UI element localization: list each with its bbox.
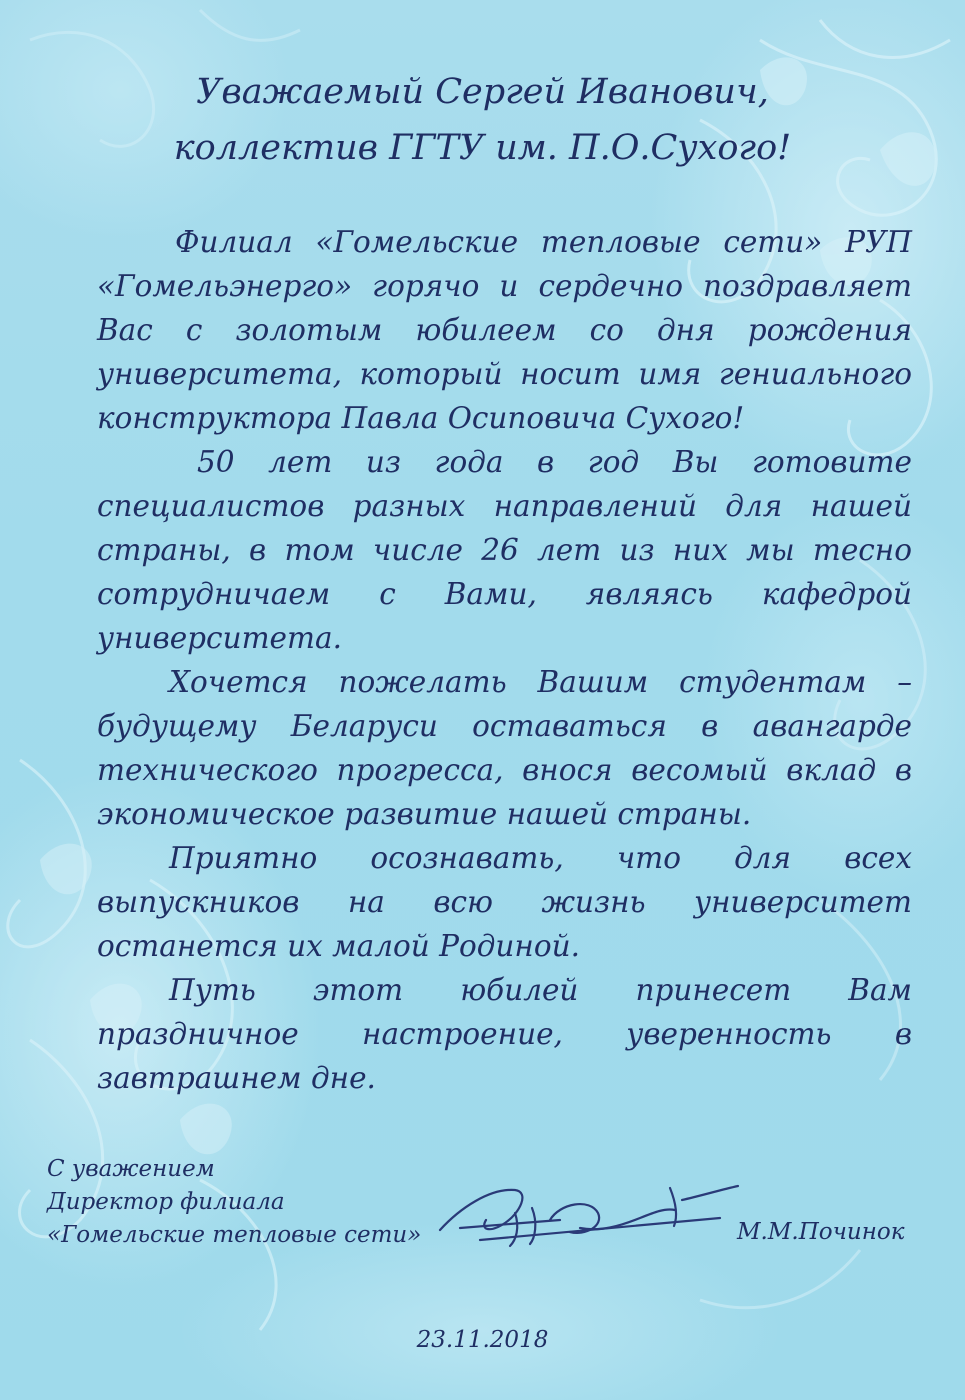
paragraph-wishes: Хочется пожелать Вашим студентам – будущему Беларуси оставаться в авангарде технического прогресса, внося весомый вклад в экономическое развитие нашей страны. [97,665,912,831]
salutation [60,64,905,176]
signer-organization: «Гомельские тепловые сети» [47,1222,422,1248]
paragraph-cooperation: 50 лет из года в год Вы готовите специалистов разных направлений для нашей страны, в том числе 26 лет из них мы тесно сотрудничаем с Вами, являясь кафедрой университета. [97,445,912,655]
salutation-line-2: коллектив ГГТУ им. П.О.Сухого! [173,128,792,168]
paragraph-greeting: Филиал «Гомельские тепловые сети» РУП «Гомельэнерго» горячо и сердечно поздравляет Вас с золотым юбилеем со дня рождения университета, который носит имя гениального конструктора Павла Осиповича Сухого! [97,225,912,435]
signature-block [47,1153,421,1252]
closing-regards: С уважением [47,1156,215,1182]
letter-date: 23.11.2018 [416,1327,549,1353]
paragraph-closing-wish: Путь этот юбилей принесет Вам праздничное настроение, уверенность в завтрашнем дне. [97,973,912,1095]
paragraph-alumni: Приятно осознавать, что для всех выпускников на всю жизнь университет останется их малой Родиной. [97,841,912,963]
signatory-name: М.М.Починок [737,1219,905,1245]
salutation-line-1: Уважаемый Сергей Иванович, [196,72,769,112]
handwritten-signature [420,1168,740,1268]
letter-body [97,220,912,1100]
signer-position: Директор филиала [47,1189,285,1215]
